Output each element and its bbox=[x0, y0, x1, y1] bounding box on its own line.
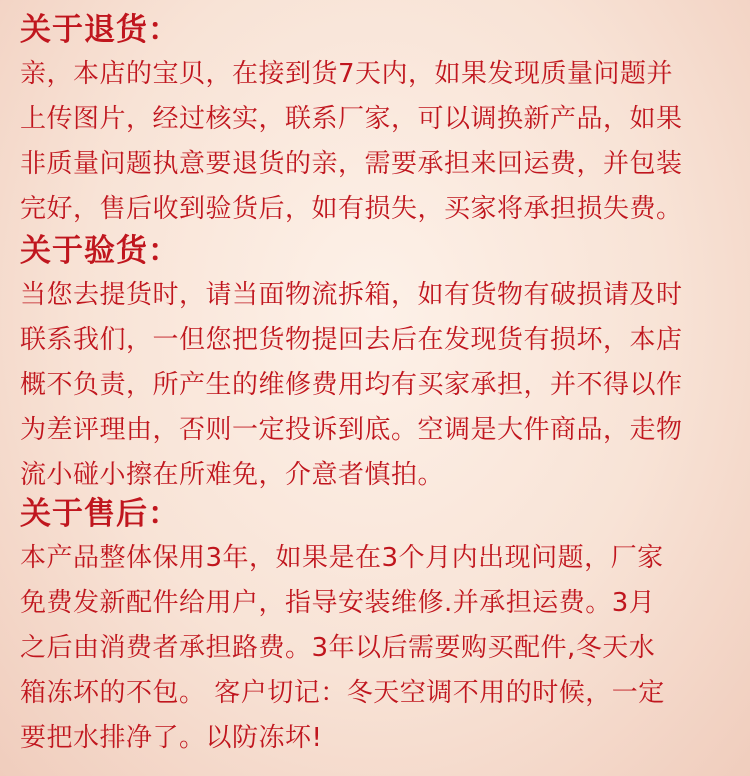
text-line: 为差评理由，否则一定投诉到底。空调是大件商品，走物 bbox=[20, 415, 683, 445]
warranty-policy-section bbox=[20, 492, 665, 761]
inspection-policy-text bbox=[20, 273, 683, 498]
text-line: 上传图片，经过核实，联系厂家，可以调换新产品，如果 bbox=[20, 104, 683, 134]
text-line: 要把水排净了。以防冻坏! bbox=[20, 723, 323, 753]
return-policy-heading: 关于退货： bbox=[20, 12, 180, 48]
text-line: 当您去提货时，请当面物流拆箱，如有货物有破损请及时 bbox=[20, 280, 683, 310]
text-line: 概不负责，所产生的维修费用均有买家承担，并不得以作 bbox=[20, 370, 683, 400]
return-policy-section bbox=[20, 8, 683, 232]
text-line: 之后由消费者承担路费。3年以后需要购买配件,冬天水 bbox=[20, 633, 656, 663]
text-line: 完好，售后收到验货后，如有损失，买家将承担损失费。 bbox=[20, 194, 683, 224]
text-line: 非质量问题执意要退货的亲，需要承担来回运费，并包装 bbox=[20, 149, 683, 179]
inspection-policy-heading: 关于验货： bbox=[20, 233, 180, 269]
text-line: 箱冻坏的不包。 客户切记：冬天空调不用的时候，一定 bbox=[20, 678, 665, 708]
text-line: 联系我们，一但您把货物提回去后在发现货有损坏，本店 bbox=[20, 325, 683, 355]
warranty-policy-heading: 关于售后： bbox=[20, 496, 180, 532]
warranty-policy-text bbox=[20, 536, 665, 761]
inspection-policy-section bbox=[20, 229, 683, 498]
return-policy-text bbox=[20, 52, 683, 232]
text-line: 免费发新配件给用户，指导安装维修.并承担运费。3月 bbox=[20, 588, 656, 618]
text-line: 亲，本店的宝贝，在接到货7天内，如果发现质量问题并 bbox=[20, 59, 674, 89]
text-line: 本产品整体保用3年，如果是在3个月内出现问题，厂家 bbox=[20, 543, 664, 573]
text-line: 流小碰小擦在所难免，介意者慎拍。 bbox=[20, 460, 445, 490]
